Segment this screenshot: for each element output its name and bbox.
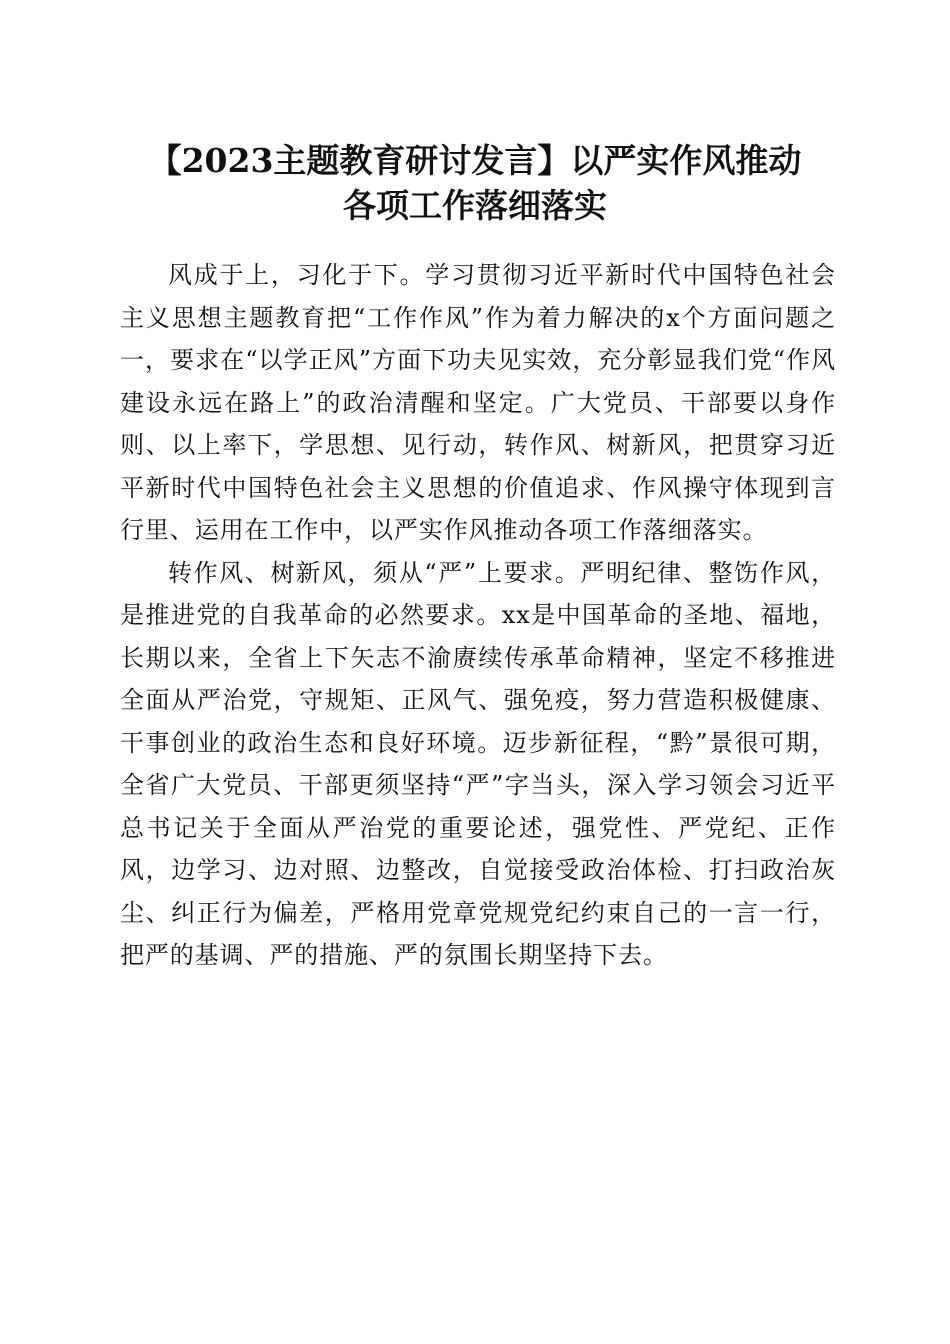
document-body bbox=[120, 254, 836, 977]
title-line-1: 【2023主题教育研讨发言】以严实作风推动 bbox=[148, 141, 802, 180]
body-paragraph-1: 风成于上，习化于下。学习贯彻习近平新时代中国特色社会主义思想主题教育把“工作作风”作为着力解决的x个方面问题之一，要求在“以学正风”方面下功夫见实效，充分彰显我们党“作风建设永远在路上”的政治清醒和坚定。广大党员、干部要以身作则、以上率下，学思想、见行动，转作风、树新风，把贯穿习近平新时代中国特色社会主义思想的价值追求、作风操守体现到言行里、运用在工作中，以严实作风推动各项工作落细落实。 bbox=[120, 261, 836, 544]
body-paragraph-2: 转作风、树新风，须从“严”上要求。严明纪律、整饬作风，是推进党的自我革命的必然要求。xx是中国革命的圣地、福地，长期以来，全省上下矢志不渝赓续传承革命精神，坚定不移推进全面从严治党，守规矩、正风气、强免疫，努力营造积极健康、干事创业的政治生态和良好环境。迈步新征程，“黔”景很可期，全省广大党员、干部更须坚持“严”字当头，深入学习领会习近平总书记关于全面从严治党的重要论述，强党性、严党纪、正作风，边学习、边对照、边整改，自觉接受政治体检、打扫政治灰尘、纠正行为偏差，严格用党章党规党纪约束自己的一言一行，把严的基调、严的措施、严的氛围长期坚持下去。 bbox=[120, 558, 836, 969]
document-title bbox=[100, 138, 850, 228]
title-line-2: 各项工作落细落实 bbox=[343, 186, 607, 225]
